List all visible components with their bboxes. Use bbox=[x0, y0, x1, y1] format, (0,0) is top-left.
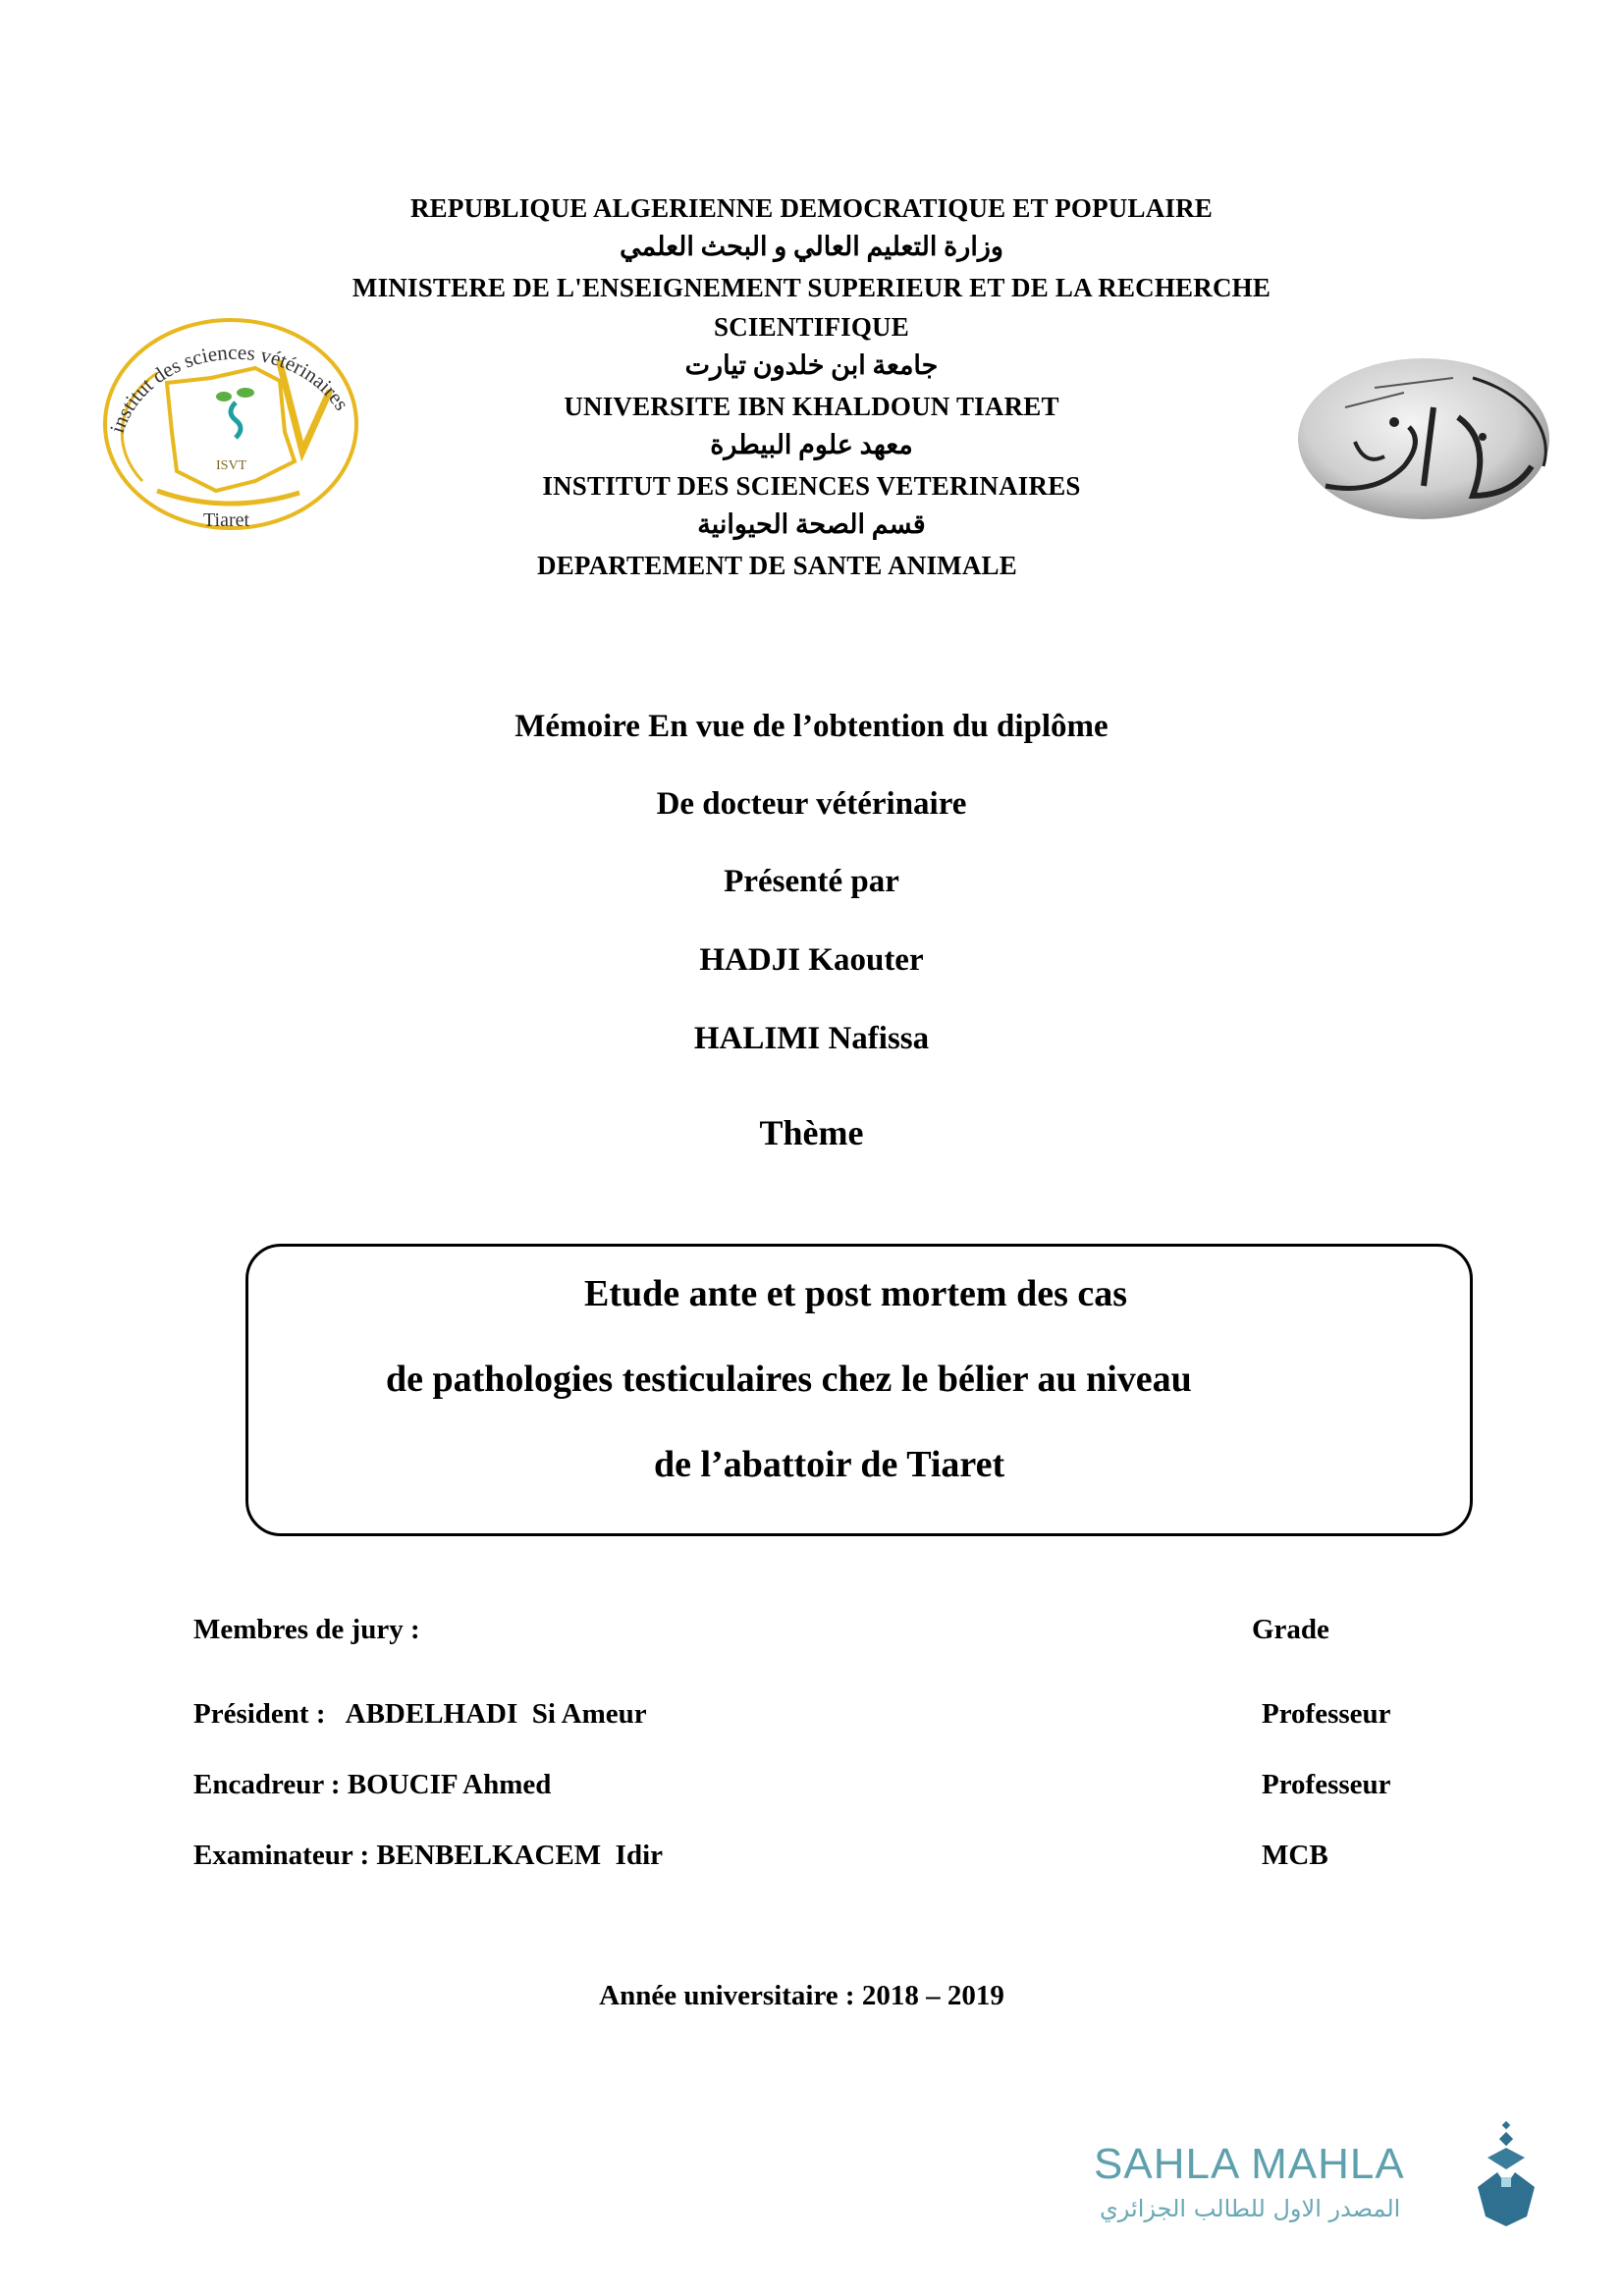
university-arabic: جامعة ابن خلدون تيارت bbox=[684, 350, 939, 380]
watermark-brand: SAHLA MAHLA bbox=[1094, 2140, 1405, 2188]
presented-by-label: Présenté par bbox=[724, 864, 899, 899]
department-arabic: قسم الصحة الحيوانية bbox=[697, 509, 926, 539]
logo-bottom-text: Tiaret bbox=[203, 509, 250, 531]
institute-logo bbox=[98, 314, 363, 535]
ministry-heading-line1: MINISTERE DE L'ENSEIGNEMENT SUPERIEUR ET DE LA RECHERCHE bbox=[352, 273, 1271, 302]
title-line-3: de l’abattoir de Tiaret bbox=[654, 1444, 1005, 1485]
republic-heading: REPUBLIQUE ALGERIENNE DEMOCRATIQUE ET POPULAIRE bbox=[409, 193, 1214, 223]
academic-year: Année universitaire : 2018 – 2019 bbox=[599, 1980, 1004, 2011]
department-heading: DEPARTEMENT DE SANTE ANIMALE bbox=[537, 551, 1017, 580]
institute-arabic: معهد علوم البيطرة bbox=[710, 430, 913, 459]
jury-grade-president: Professeur bbox=[1262, 1698, 1391, 1730]
title-line-1: Etude ante et post mortem des cas bbox=[584, 1273, 1128, 1314]
jury-member-president: Président : ABDELHADI Si Ameur bbox=[193, 1698, 647, 1730]
jury-header-label: Membres de jury : bbox=[193, 1614, 420, 1645]
sahla-mahla-watermark bbox=[1090, 2110, 1551, 2238]
institute-emblem-icon bbox=[98, 314, 363, 535]
jury-grade-examinateur: MCB bbox=[1262, 1840, 1328, 1871]
author-2: HALIMI Nafissa bbox=[693, 1021, 930, 1056]
calligraphy-seal-icon bbox=[1286, 348, 1571, 525]
institute-heading: INSTITUT DES SCIENCES VETERINAIRES bbox=[542, 471, 1081, 501]
logo-arc-text: institut des sciences vétérinaires bbox=[104, 340, 354, 436]
university-seal-logo bbox=[1286, 348, 1571, 525]
author-1: HADJI Kaouter bbox=[699, 942, 924, 978]
university-heading: UNIVERSITE IBN KHALDOUN TIARET bbox=[564, 392, 1059, 421]
logo-center-text: ISVT bbox=[216, 458, 247, 473]
sahla-mahla-emblem-icon bbox=[1468, 2118, 1546, 2231]
grade-header-label: Grade bbox=[1252, 1614, 1329, 1645]
memoire-line1: Mémoire En vue de l’obtention du diplôme bbox=[514, 709, 1109, 744]
watermark-tagline: المصدر الاول للطالب الجزائري bbox=[1100, 2195, 1401, 2222]
jury-grade-encadreur: Professeur bbox=[1262, 1769, 1391, 1800]
ministry-arabic: وزارة التعليم العالي و البحث العلمي bbox=[620, 232, 1003, 261]
jury-member-encadreur: Encadreur : BOUCIF Ahmed bbox=[193, 1769, 552, 1800]
memoire-line2: De docteur vétérinaire bbox=[656, 786, 967, 822]
title-line-2: de pathologies testiculaires chez le bélier au niveau bbox=[386, 1359, 1192, 1400]
ministry-heading-line2: SCIENTIFIQUE bbox=[714, 312, 909, 342]
jury-member-examinateur: Examinateur : BENBELKACEM Idir bbox=[193, 1840, 664, 1871]
theme-label: Thème bbox=[759, 1113, 864, 1152]
